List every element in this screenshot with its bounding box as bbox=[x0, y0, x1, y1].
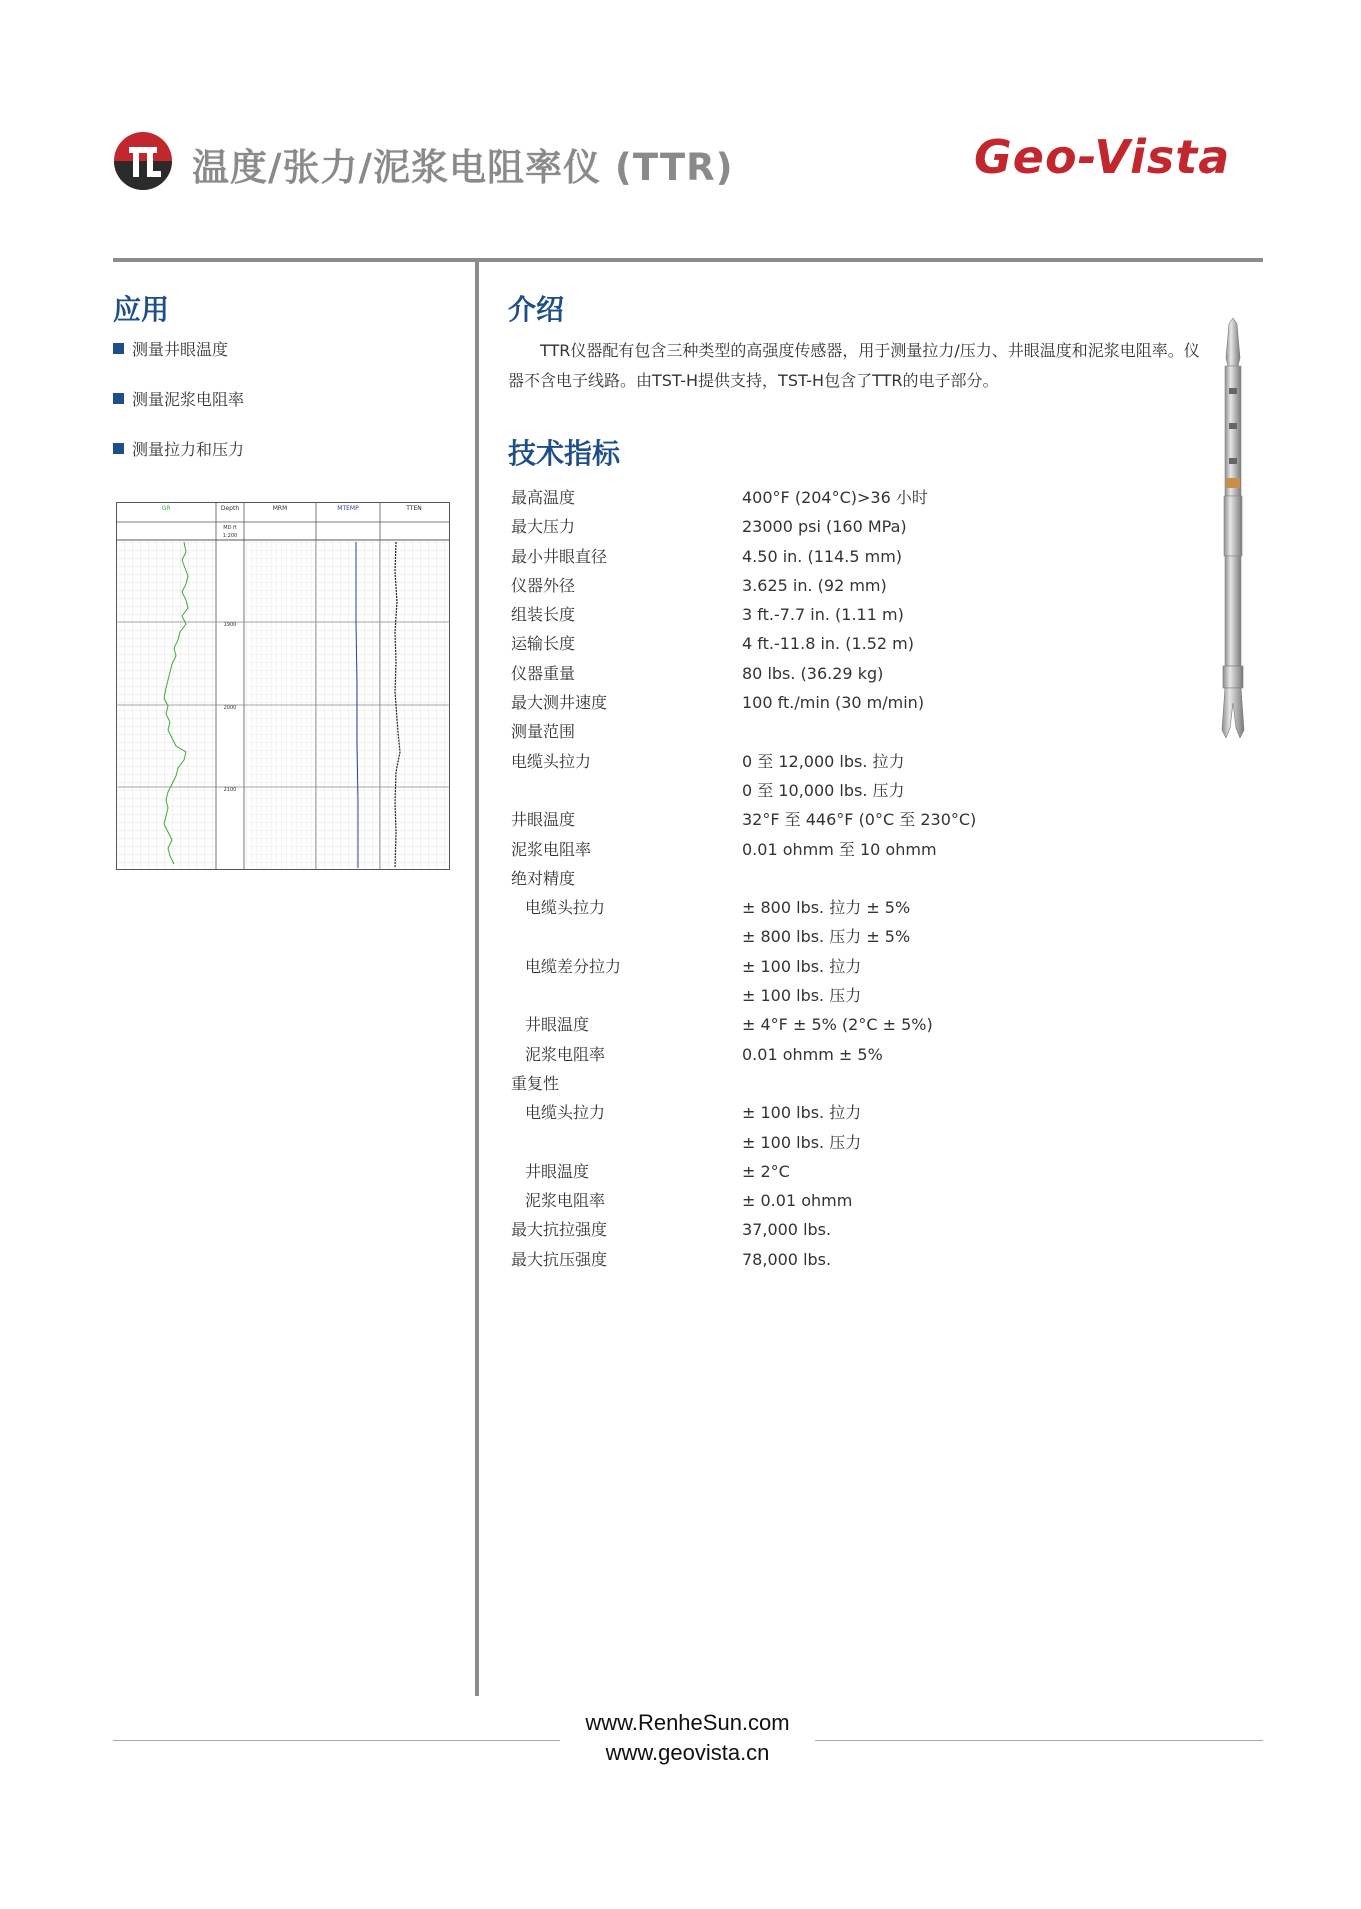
spec-value: ± 800 lbs. 拉力 ± 5% bbox=[742, 898, 911, 918]
spec-label: 最大压力 bbox=[511, 517, 576, 537]
application-item: 测量拉力和压力 bbox=[113, 437, 244, 460]
gr-track-header: GR bbox=[161, 505, 171, 512]
bullet-square-icon bbox=[113, 343, 124, 354]
ttr-tool-image bbox=[1216, 318, 1250, 738]
spec-value: ± 2°C bbox=[742, 1161, 790, 1181]
spec-label: 电缆头拉力 bbox=[525, 898, 606, 918]
spec-label: 泥浆电阻率 bbox=[525, 1044, 606, 1064]
spec-label: 最小井眼直径 bbox=[511, 546, 608, 566]
spec-label: 最高温度 bbox=[511, 488, 576, 507]
spec-label: 绝对精度 bbox=[511, 868, 576, 888]
spec-label: 最大抗压强度 bbox=[511, 1249, 608, 1269]
spec-label: 仪器外径 bbox=[511, 575, 576, 595]
spec-value: ± 100 lbs. 压力 bbox=[742, 986, 862, 1006]
spec-label: 重复性 bbox=[511, 1073, 560, 1093]
depth-tick-label: 2100 bbox=[223, 787, 237, 793]
company-logo bbox=[113, 131, 173, 191]
header-divider bbox=[113, 258, 1263, 262]
bullet-square-icon bbox=[113, 443, 124, 454]
spec-value: 32°F 至 446°F (0°C 至 230°C) bbox=[742, 810, 977, 830]
spec-label: 测量范围 bbox=[511, 722, 576, 742]
introduction-text: TTR仪器配有包含三种类型的高强度传感器，用于测量拉力/压力、井眼温度和泥浆电阻率。仪器不含电子线路。由TST-H提供支持，TST-H包含了TTR的电子部分。 bbox=[508, 341, 1200, 390]
depth-track-header: Depth bbox=[220, 505, 240, 512]
depth-unit-label: MD ft bbox=[223, 525, 237, 531]
spec-value: 400°F (204°C)>36 小时 bbox=[742, 488, 928, 507]
spec-value: 80 lbs. (36.29 kg) bbox=[742, 663, 884, 683]
footer-url-geovista[interactable]: www.geovista.cn bbox=[605, 1740, 770, 1765]
spec-label: 泥浆电阻率 bbox=[511, 839, 592, 859]
application-item: 测量泥浆电阻率 bbox=[113, 387, 244, 410]
bullet-square-icon bbox=[113, 393, 124, 404]
spec-value: 0 至 12,000 lbs. 拉力 bbox=[742, 751, 905, 771]
footer-divider-left bbox=[113, 1740, 560, 1741]
spec-value: 3 ft.-7.7 in. (1.11 m) bbox=[742, 605, 904, 625]
spec-label: 仪器重量 bbox=[511, 663, 576, 683]
sample-log-chart bbox=[116, 502, 450, 870]
spec-label: 电缆头拉力 bbox=[511, 751, 592, 771]
depth-tick-label: 1900 bbox=[223, 622, 237, 628]
spec-value: ± 100 lbs. 拉力 bbox=[742, 956, 862, 976]
spec-value: 78,000 lbs. bbox=[742, 1249, 832, 1269]
mtemp-track-header: MTEMP bbox=[337, 505, 359, 512]
spec-label: 最大抗拉强度 bbox=[511, 1220, 608, 1240]
applications-heading: 应用 bbox=[113, 293, 170, 326]
spec-value: ± 100 lbs. 拉力 bbox=[742, 1103, 862, 1123]
spec-value: 4 ft.-11.8 in. (1.52 m) bbox=[742, 634, 914, 654]
spec-label: 井眼温度 bbox=[525, 1015, 590, 1035]
spec-value: ± 0.01 ohmm bbox=[742, 1191, 853, 1211]
brand-logo: Geo-Vista bbox=[974, 130, 1231, 184]
spec-value: 0.01 ohmm 至 10 ohmm bbox=[742, 839, 937, 859]
spec-label: 运输长度 bbox=[511, 634, 576, 654]
spec-value: 37,000 lbs. bbox=[742, 1220, 832, 1240]
spec-label: 泥浆电阻率 bbox=[525, 1191, 606, 1211]
spec-label: 井眼温度 bbox=[511, 810, 576, 830]
spec-value: ± 800 lbs. 压力 ± 5% bbox=[742, 927, 911, 947]
spec-value: 3.625 in. (92 mm) bbox=[742, 575, 887, 595]
specifications-heading: 技术指标 bbox=[508, 437, 621, 470]
page-title: 温度/张力/泥浆电阻率仪 (TTR) bbox=[192, 146, 734, 189]
depth-scale-label: 1:200 bbox=[222, 533, 238, 539]
depth-tick-label: 2000 bbox=[223, 705, 237, 711]
spec-label: 井眼温度 bbox=[525, 1161, 590, 1181]
spec-label: 电缆头拉力 bbox=[525, 1103, 606, 1123]
mrm-track-header: MRM bbox=[272, 505, 288, 512]
column-divider bbox=[475, 260, 479, 1696]
spec-value: 23000 psi (160 MPa) bbox=[742, 517, 907, 537]
spec-value: 0 至 10,000 lbs. 压力 bbox=[742, 780, 905, 800]
footer-url-renhesun[interactable]: www.RenheSun.com bbox=[585, 1710, 790, 1735]
spec-value: 4.50 in. (114.5 mm) bbox=[742, 546, 903, 566]
spec-value: 100 ft./min (30 m/min) bbox=[742, 693, 925, 713]
introduction-heading: 介绍 bbox=[508, 293, 565, 326]
log-chart-svg bbox=[116, 502, 450, 870]
spec-value: ± 100 lbs. 压力 bbox=[742, 1132, 862, 1152]
tten-track-header: TTEN bbox=[406, 505, 422, 512]
footer-divider-right bbox=[815, 1740, 1263, 1741]
spec-label: 电缆差分拉力 bbox=[525, 956, 622, 976]
spec-label: 组装长度 bbox=[511, 605, 576, 625]
application-item: 测量井眼温度 bbox=[113, 337, 228, 360]
spec-value: ± 4°F ± 5% (2°C ± 5%) bbox=[742, 1015, 933, 1035]
spec-value: 0.01 ohmm ± 5% bbox=[742, 1044, 883, 1064]
spec-label: 最大测井速度 bbox=[511, 693, 608, 713]
